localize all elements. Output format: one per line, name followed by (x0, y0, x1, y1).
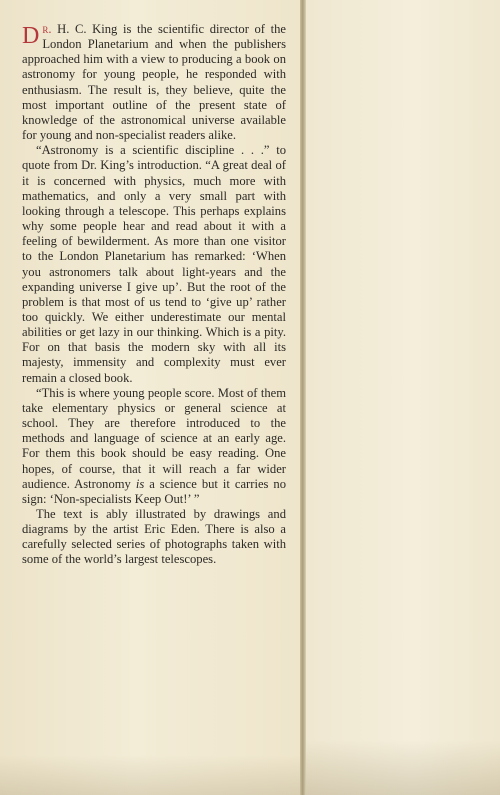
blurb-paragraph-3 (22, 386, 286, 507)
blurb-paragraph-1-text: H. C. King is the scientific director of the London Planetarium and when the publishers approached him with a view to producing a book on astronomy for young people, he responded with enthusiasm. The result is, they believe, quite the most important outline of the present state of knowledge of the astronomical universe available for young and non-specialist readers alike. (22, 22, 286, 143)
right-panel (306, 0, 500, 795)
drop-cap-continuation: r. (42, 22, 52, 36)
blurb-paragraph-2: “Astronomy is a scientific discipline . . .” to quote from Dr. King’s introduction. “A great deal of it is concerned with physics, much more with mathematics, and only a very small part with looking through a telescope. This perhaps explains why some people hear and read about it with a feeling of bewilderment. As more than one visitor to the London Planetarium has remarked: ‘When you astronomers talk about light-years and the expanding universe I give up’. But the root of the problem is that most of us tend to ‘give up’ rather too quickly. We either underestimate our mental abilities or get lazy in our thinking. Which is a pity. For on that basis the modern sky with all its majesty, immensity and complexity must ever remain a closed book. (22, 143, 286, 385)
blurb-paragraph-3-text-a: “This is where young people score. Most of them take elementary physics or general science at school. They are therefore introduced to the methods and language of science at an early age. For them this book should be easy reading. One hopes, of course, that it will reach a far wider audience. Astronomy (22, 385, 286, 491)
drop-cap: D (22, 23, 40, 49)
blurb-paragraph-1 (22, 22, 286, 143)
blurb-paragraph-3-text-b: a science but it carries no sign: ‘Non-specialists Keep Out!’ ” (22, 476, 287, 506)
emphasis-is: is (135, 476, 145, 491)
jacket-blurb (22, 22, 286, 568)
blurb-paragraph-4: The text is ably illustrated by drawings and diagrams by the artist Eric Eden. There is also a carefully selected series of photographs taken with some of the world’s largest telescopes. (22, 507, 286, 567)
